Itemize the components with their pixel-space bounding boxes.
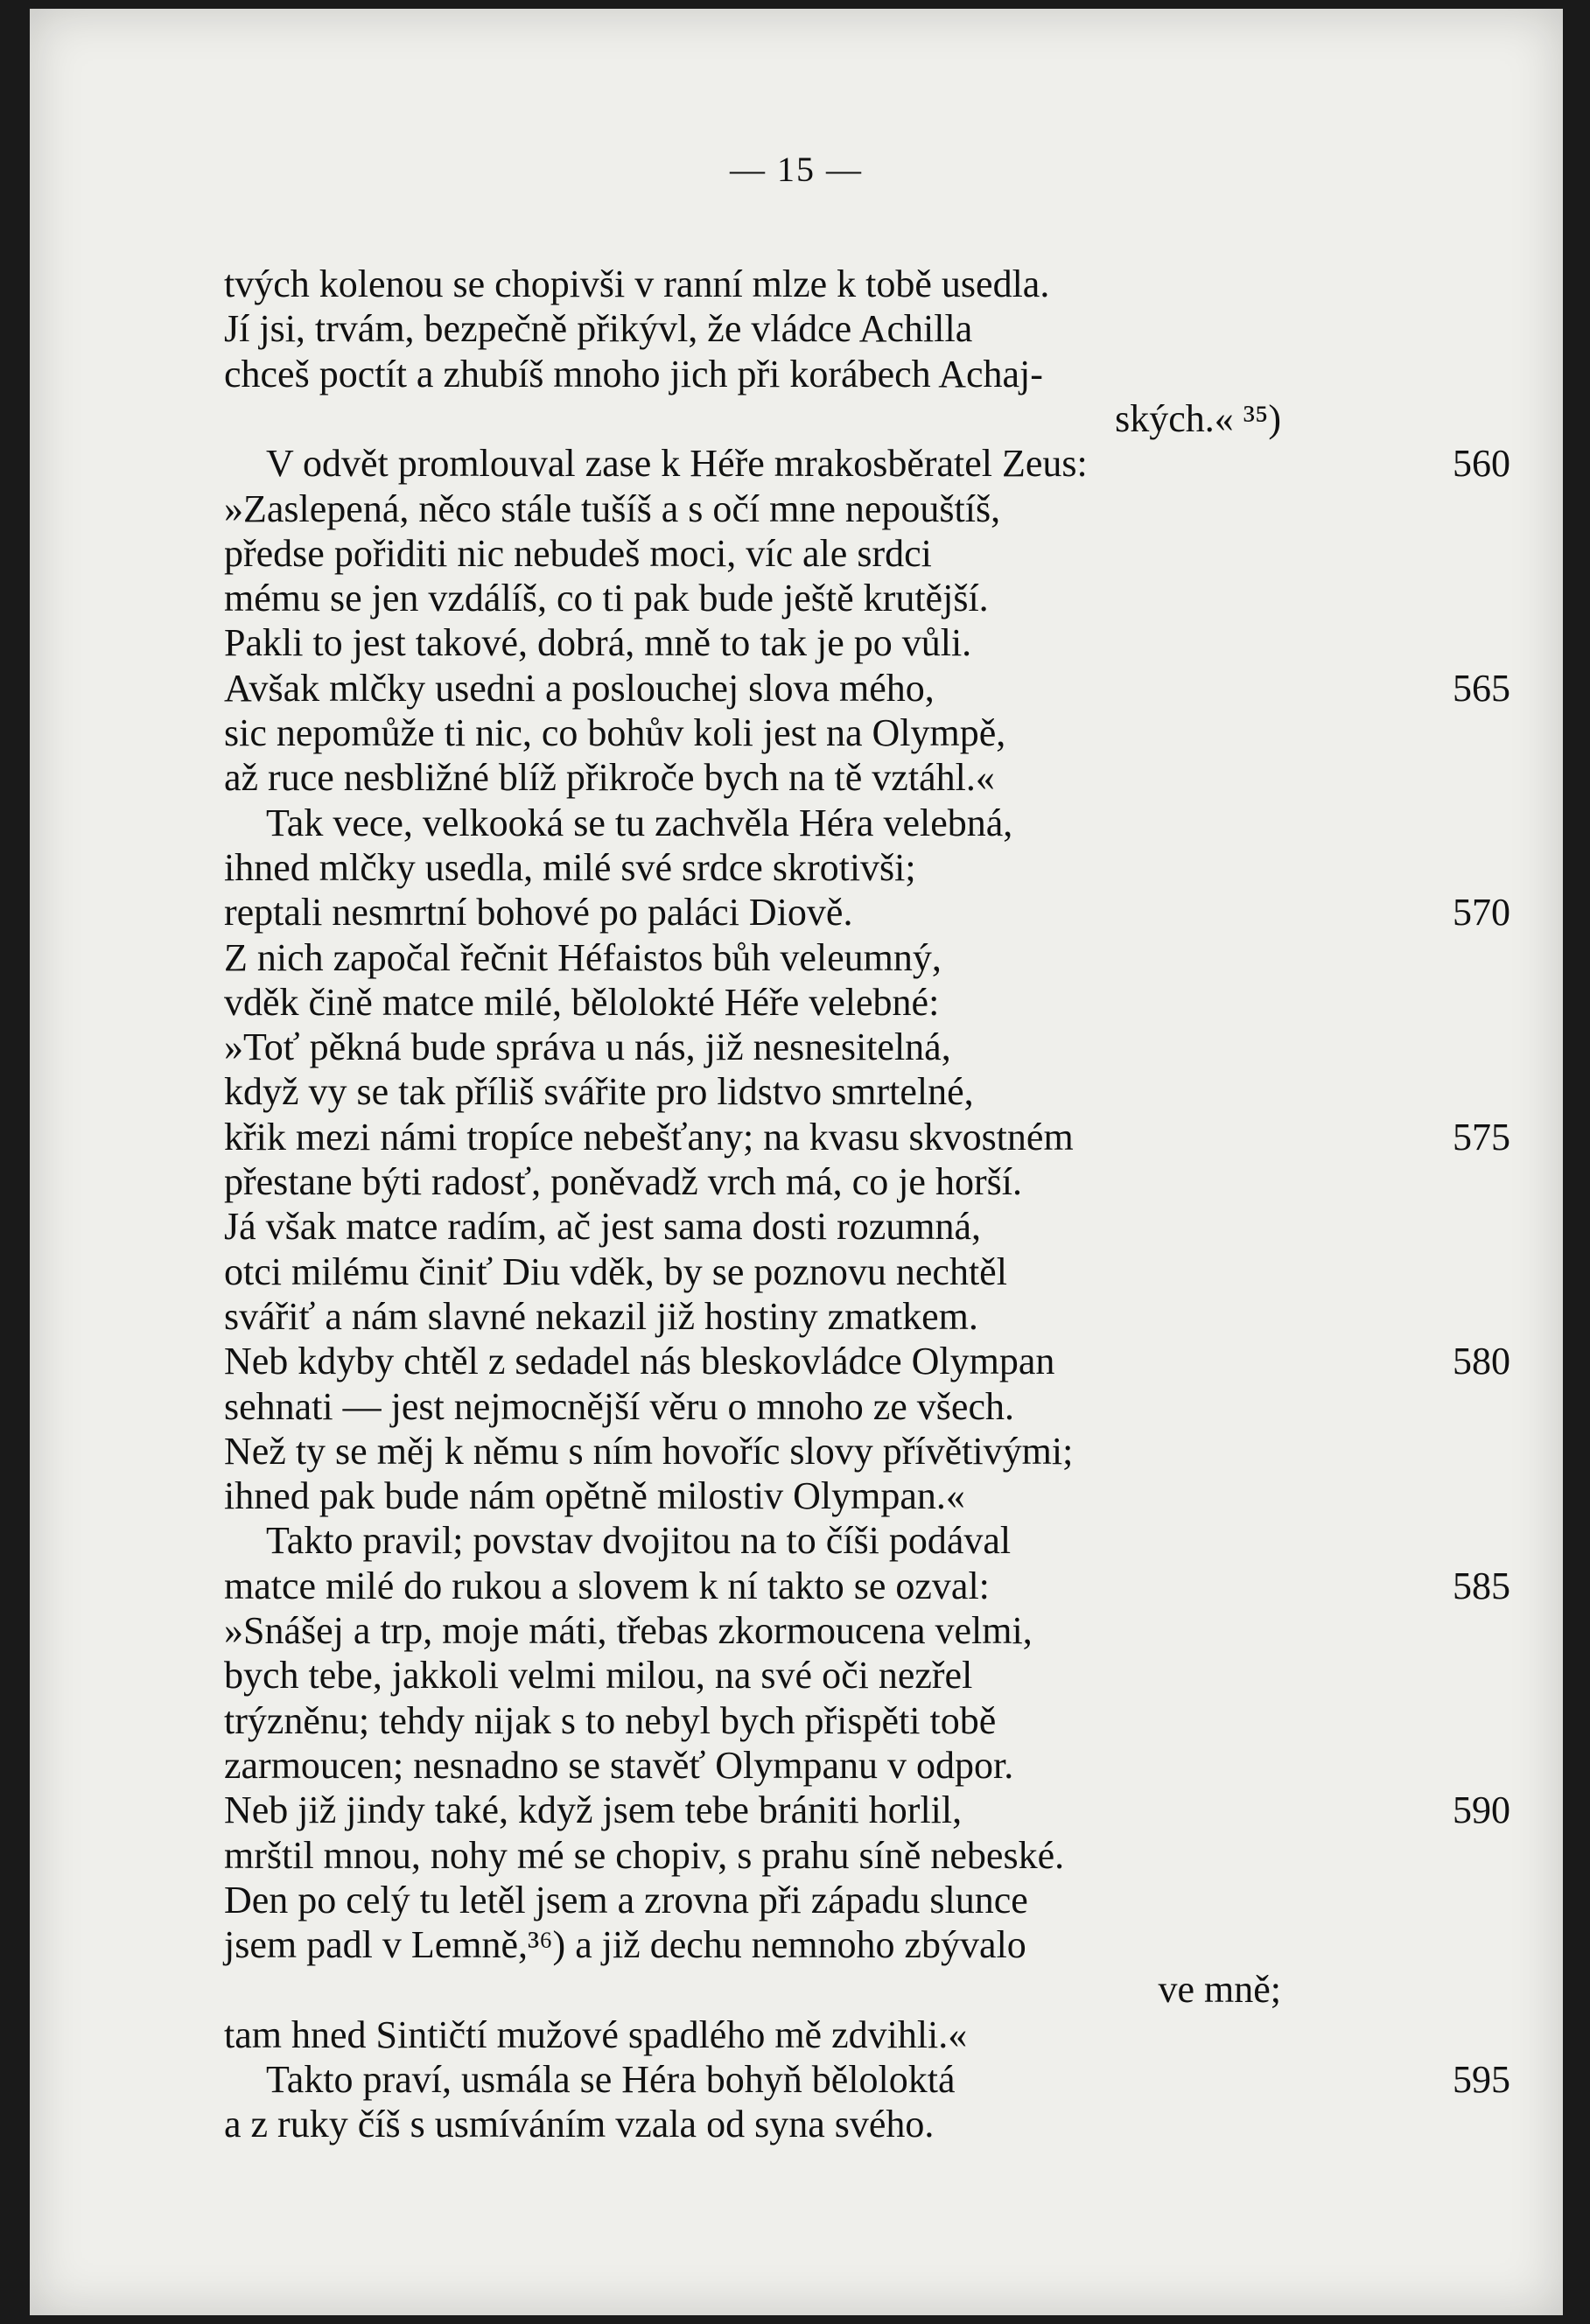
verse-line (30, 397, 1281, 441)
verse-line (224, 532, 1563, 576)
verse-line (266, 442, 1563, 486)
verse-line (224, 1430, 1563, 1474)
verse-line (224, 577, 1563, 620)
verse-line (224, 1834, 1563, 1878)
verse-text: Neb již jindy také, když jsem tebe brániti horlil, (224, 1788, 963, 1832)
verse-line (224, 1699, 1563, 1743)
verse-line (30, 1968, 1281, 2012)
verse-text: ihned pak bude nám opětně milostiv Olympan.« (224, 1474, 965, 1518)
verse-number: 585 (1453, 1564, 1510, 1607)
verse-number: 580 (1453, 1340, 1510, 1383)
verse-text: Tak vece, velkooká se tu zachvěla Héra velebná, (266, 801, 1013, 844)
verse-text: Jí jsi, trvám, bezpečně přikývl, že vládce Achilla (224, 307, 973, 351)
verse-line (224, 2013, 1563, 2057)
verse-text: sic nepomůže ti nic, co bohův koli jest na Olympě, (224, 711, 1006, 754)
book-page (30, 9, 1563, 2315)
verse-text: Z nich započal řečnit Héfaistos bůh veleumný, (224, 935, 942, 979)
verse-number: 565 (1453, 666, 1510, 710)
verse-line (224, 1609, 1563, 1653)
verse-line (266, 2058, 1563, 2102)
verse-text: reptali nesmrtní bohové po paláci Diově. (224, 891, 853, 934)
verse-number: 570 (1453, 891, 1510, 934)
verse-text: tam hned Sintičtí mužové spadlého mě zdvihli.« (224, 2012, 968, 2056)
verse-line (224, 1385, 1563, 1429)
verse-line (224, 1026, 1563, 1069)
verse-text: Takto pravil; povstav dvojitou na to číši podával (266, 1519, 1012, 1563)
verse-line (224, 667, 1563, 710)
verse-text: Pakli to jest takové, dobrá, mně to tak je po vůli. (224, 621, 972, 665)
verse-line (224, 487, 1563, 531)
verse-line (224, 1564, 1563, 1608)
verse-text: křik mezi námi tropíce nebešťany; na kvasu skvostném (224, 1115, 1074, 1158)
verse-line (224, 1654, 1563, 1698)
verse-line (224, 981, 1563, 1025)
verse-text: zarmoucen; nesnadno se stavěť Olympanu v odpor. (224, 1743, 1014, 1787)
verse-line (224, 1295, 1563, 1339)
verse-text: V odvět promlouval zase k Héře mrakosběratel Zeus: (266, 442, 1088, 486)
verse-line (224, 1744, 1563, 1788)
verse-line (224, 846, 1563, 890)
verse-line (224, 1340, 1563, 1383)
verse-text: a z ruky číš s usmíváním vzala od syna svého. (224, 2103, 935, 2146)
page-number: — 15 — (730, 150, 863, 189)
verse-text: Avšak mlčky usedni a poslouchej slova mého, (224, 666, 935, 710)
verse-number: 560 (1453, 442, 1510, 486)
verse-text: ihned mlčky usedla, milé své srdce skrotivši; (224, 845, 916, 889)
verse-text: předse pořiditi nic nebudeš moci, víc ale srdci (224, 531, 932, 575)
verse-line (224, 262, 1563, 306)
verse-text: Neb kdyby chtěl z sedadel nás bleskovládce Olympan (224, 1340, 1055, 1383)
verse-line (266, 802, 1563, 845)
verse-text: Takto praví, usmála se Héra bohyň běloloktá (266, 2058, 956, 2101)
verse-line (224, 1250, 1563, 1294)
verse-text: Já však matce radím, ač jest sama dosti rozumná, (224, 1205, 982, 1249)
verse-line (224, 1160, 1563, 1204)
verse-line (224, 1070, 1563, 1114)
verse-text: ských.« ³⁵) (1115, 396, 1281, 440)
verse-number: 590 (1453, 1788, 1510, 1832)
verse-text: »Toť pěkná bude správa u nás, již nesnesitelná, (224, 1026, 951, 1069)
verse-line (224, 1116, 1563, 1159)
verse-text: Než ty se měj k němu s ním hovoříc slovy přívětivými; (224, 1429, 1074, 1473)
verse-line (224, 1205, 1563, 1249)
verse-text: mrštil mnou, nohy mé se chopiv, s prahu síně nebeské. (224, 1833, 1065, 1877)
verse-text: Den po celý tu letěl jsem a zrovna při západu slunce (224, 1878, 1028, 1922)
verse-text: tvých kolenou se chopivši v ranní mlze k tobě usedla. (224, 262, 1050, 305)
verse-line (224, 1879, 1563, 1922)
verse-text: bych tebe, jakkoli velmi milou, na své oči nezřel (224, 1654, 973, 1698)
verse-line (266, 1519, 1563, 1563)
verse-line (224, 2103, 1563, 2146)
verse-text: matce milé do rukou a slovem k ní takto se ozval: (224, 1564, 990, 1607)
verse-text: mému se jen vzdálíš, co ti pak bude ještě krutější. (224, 577, 989, 620)
verse-text: otci milému činiť Diu vděk, by se poznovu nechtěl (224, 1250, 1007, 1293)
verse-lines (30, 9, 1563, 2315)
verse-number: 575 (1453, 1115, 1510, 1158)
verse-line (224, 891, 1563, 934)
verse-text: chceš poctít a zhubíš mnoho jich při korábech Achaj- (224, 352, 1043, 396)
verse-text: vděk čině matce milé, bělolokté Héře velebné: (224, 980, 940, 1024)
verse-line (224, 756, 1563, 800)
verse-line (224, 1474, 1563, 1518)
verse-text: ve mně; (1158, 1968, 1281, 2012)
verse-text: přestane býti radosť, poněvadž vrch má, co je horší. (224, 1160, 1022, 1203)
verse-text: až ruce nesbližné blíž přikroče bych na tě vztáhl.« (224, 756, 995, 800)
verse-text: »Zaslepená, něco stále tušíš a s očí mne nepouštíš, (224, 486, 1001, 530)
verse-line (224, 307, 1563, 351)
verse-line (224, 936, 1563, 980)
verse-text: jsem padl v Lemně,³⁶) a již dechu nemnoho zbývalo (224, 1923, 1026, 1967)
verse-text: svářiť a nám slavné nekazil již hostiny zmatkem. (224, 1294, 978, 1338)
verse-line (224, 1788, 1563, 1832)
verse-text: »Snášej a trp, moje máti, třebas zkormoucena velmi, (224, 1609, 1033, 1652)
verse-line (224, 353, 1563, 396)
verse-line (224, 711, 1563, 755)
verse-text: trýzněnu; tehdy nijak s to nebyl bych přispěti tobě (224, 1698, 997, 1742)
verse-line (224, 1923, 1563, 1967)
verse-line (224, 621, 1563, 665)
verse-text: když vy se tak příliš svářite pro lidstvo smrtelné, (224, 1070, 974, 1114)
verse-text: sehnati — jest nejmocnější věru o mnoho ze všech. (224, 1384, 1014, 1428)
verse-number: 595 (1453, 2058, 1510, 2101)
